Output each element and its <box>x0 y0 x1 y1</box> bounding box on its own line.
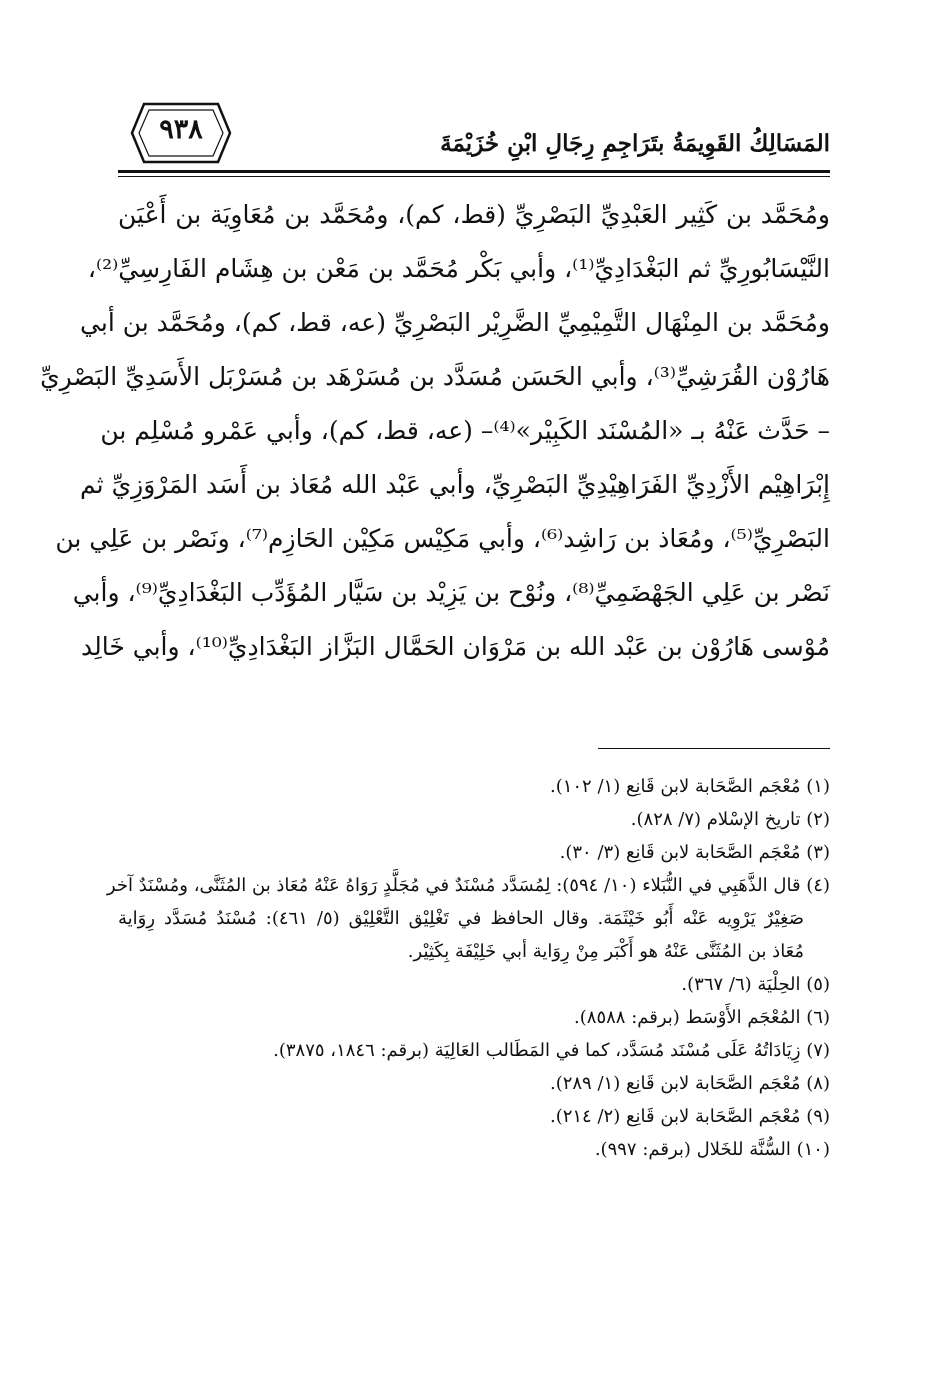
text-line: ومُحَمَّد بن المِنْهَال التَّمِيْمِيِّ الضَّرِيْر البَصْرِيِّ (عه، قط، كم)، ومُحَمَّد بن أبي <box>80 308 830 337</box>
text-line: نَصْر بن عَلِي الجَهْضَمِيِّ⁽⁸⁾، ونُوْح بن يَزِيْد بن سَيَّار المُؤَدِّب البَغْدَادِيِّ⁽⁹⁾، وأبي <box>72 578 830 607</box>
footnote-item <box>118 803 830 836</box>
footnote-continuation: مُعَاذ بن المُثَنَّى عَنْهُ هو أَكْبَر مِنْ رِوَاية أبي خَلِيْفَة بِكَثِيْر. <box>407 941 804 962</box>
footnotes <box>106 770 830 1166</box>
text-line: إِبْرَاهِيْم الأَزْدِيِّ الفَرَاهِيْدِيِّ البَصْرِيِّ، وأبي عَبْد الله مُعَاذ بن أَسَد المَرْوَزِيِّ ثم <box>80 470 830 499</box>
page-header <box>118 96 830 180</box>
main-text <box>40 188 830 674</box>
page-number: ٩٣٨ <box>159 114 203 145</box>
footnote-text: (٢) تاريخ الإسْلام (٧/ ٨٢٨). <box>630 809 830 830</box>
text-line: النَّيْسَابُورِيِّ ثم البَغْدَادِيِّ⁽¹⁾، وأبي بَكْر مُحَمَّد بن مَعْن بن هِشَام الفَارِسِيِّ⁽²⁾، <box>87 254 830 283</box>
footnote-text: (٥) الحِلْيَة (٦/ ٣٦٧). <box>681 974 830 995</box>
footnote-text: (٩) مُعْجَم الصَّحَابة لابن قَانِع (٢/ ٢١٤). <box>549 1106 830 1127</box>
footnote-text: (٧) زِيَادَاتُهُ عَلَى مُسْنَد مُسَدَّد، كما في المَطَالب العَالِيَة (برقم: ١٨٤٦، ٣٨٧٥). <box>273 1040 830 1061</box>
running-title: المَسَالِكُ القَوِيمَةُ بتَرَاجِمِ رِجَالِ ابْنِ خُزَيْمَةَ <box>440 130 830 157</box>
footnote-text: (٤) قال الذَّهَبِي في النُّبَلاء (١٠/ ٥٩٤): لِمُسَدَّد مُسْنَدٌ في مُجَلَّدٍ رَوَاهُ عَنْهُ مُعَاذ بن المُثَنَّى، ومُسْنَدٌ آخر <box>106 875 830 896</box>
footnote-item <box>106 869 830 968</box>
footnote-item <box>118 836 830 869</box>
text-line: البَصْرِيِّ⁽⁵⁾، ومُعَاذ بن رَاشِد⁽⁶⁾، وأبي مَكِيْس مَكِيْن الحَازِم⁽⁷⁾، ونَصْر بن عَلِي بن <box>55 524 830 553</box>
footnote-text: (٨) مُعْجَم الصَّحَابة لابن قَانِع (١/ ٢٨٩). <box>549 1073 830 1094</box>
footnote-item <box>118 1133 830 1166</box>
footnote-item <box>118 1001 830 1034</box>
footnote-continuation: صَغِيْرٌ يَرْوِيه عَنْه أَبُو خَيْثَمَة. وقال الحافظ في تَغْلِيْق التَّعْلِيْق (٥/ ٤٦١): مُسْنَدُ مُسَدَّد رِوَاية <box>118 908 804 929</box>
header-rule-thick <box>118 170 830 173</box>
footnote-item <box>118 1067 830 1100</box>
text-line: ومُحَمَّد بن كَثِير العَبْدِيِّ البَصْرِيِّ (قط، كم)، ومُحَمَّد بن مُعَاوِيَة بن أَعْيَن <box>118 200 830 229</box>
text-line: مُوْسى هَارُوْن بن عَبْد الله بن مَرْوَان الحَمَّال البَزَّاز البَغْدَادِيِّ⁽¹⁰⁾، وأبي خَالِد <box>81 632 830 661</box>
header-rule-thin <box>118 176 830 177</box>
footnote-separator <box>598 748 830 749</box>
page-number-badge <box>128 100 234 166</box>
text-line: هَارُوْن القُرَشِيِّ⁽³⁾، وأبي الحَسَن مُسَدَّد بن مُسَرْهَد بن مُسَرْبَل الأَسَدِيِّ البَصْرِيِّ <box>40 362 830 391</box>
footnote-text: (١) مُعْجَم الصَّحَابة لابن قَانِع (١/ ١٠٢). <box>549 776 830 797</box>
footnote-text: (١٠) السُّنَّة للخَلال (برقم: ٩٩٧). <box>594 1139 830 1160</box>
footnote-item <box>118 1100 830 1133</box>
text-line: – حَدَّث عَنْهُ بـ «المُسْنَد الكَبِيْر»⁽⁴⁾– (عه، قط، كم)، وأبي عَمْرو مُسْلِم بن <box>100 416 830 445</box>
footnote-text: (٣) مُعْجَم الصَّحَابة لابن قَانِع (٣/ ٣٠). <box>559 842 830 863</box>
footnote-text: (٦) المُعْجَم الأَوْسَط (برقم: ٨٥٨٨). <box>574 1007 830 1028</box>
footnote-item <box>118 1034 830 1067</box>
footnote-item <box>118 968 830 1001</box>
footnote-item <box>118 770 830 803</box>
